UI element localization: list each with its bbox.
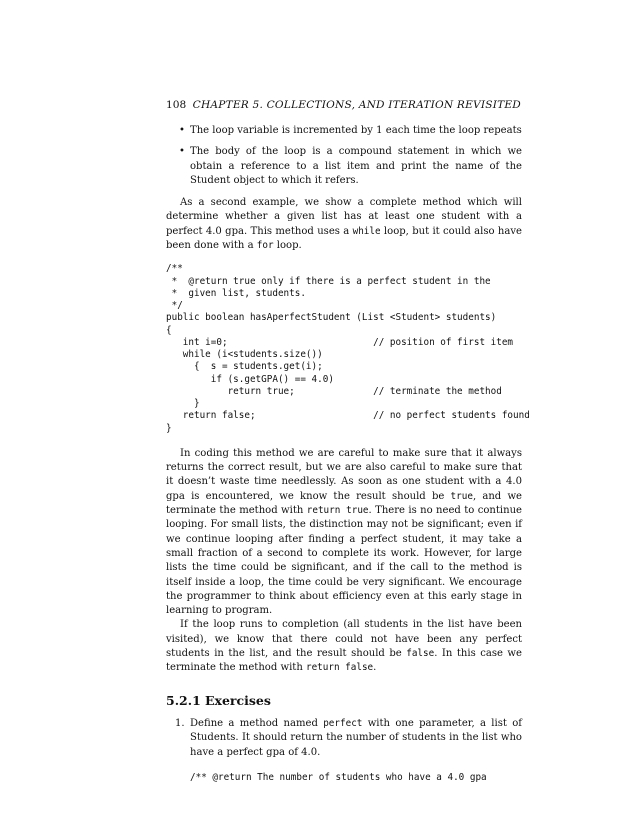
text-run: . In this case we terminate the method with: [166, 648, 522, 674]
text-run: .: [373, 662, 377, 674]
exercise-code: /** @return The number of students who have a 4.0 gpa: [190, 771, 487, 783]
paragraph-loop: [166, 618, 522, 675]
running-title: CHAPTER 5. COLLECTIONS, AND ITERATION REVISITED: [192, 99, 521, 111]
page-body: [166, 124, 530, 784]
exercise-number: 1.: [175, 717, 185, 729]
text-run: loop, but it could also have been done with a: [166, 225, 522, 252]
text-run: As a second example, we show a complete method which will determine whether a given list has at least one student with a perfect 4.0 gpa. This method uses a: [166, 197, 522, 237]
bullet-icon: •: [179, 146, 185, 158]
bullet-item: [166, 124, 522, 138]
paragraph-coding: [166, 447, 522, 619]
text-run: loop.: [273, 240, 302, 252]
section-title: Exercises: [205, 692, 271, 708]
inline-code: false: [406, 648, 435, 660]
text-run: In coding this method we are careful to make sure that it always returns the correct result, but we are also careful to make sure that it doesn’t waste time needlessly. As soon as one student with a 4.0 gpa is encountered, we know the result should be: [166, 447, 522, 502]
bullet-item: [166, 145, 522, 188]
inline-code: while: [352, 225, 381, 237]
section-heading: [166, 694, 522, 708]
text-run: , and we terminate the method with: [166, 490, 522, 517]
page-number: 108: [166, 99, 187, 111]
section-number: 5.2.1: [166, 692, 201, 708]
bullet-text: The loop variable is incremented by 1 each time the loop repeats: [190, 125, 522, 136]
inline-code: return false: [305, 662, 374, 674]
page-header: [166, 99, 521, 113]
code-listing: /** * @return true only if there is a perfect student in the * given list, students. */ public boolean hasAperfectStudent (List <Student> students) { int i=0; // position of first item while (i<students.size()) { s = students.get(i); if (s.getGPA() == 4.0) return true; // terminate the method } return false; // no perfect students found }: [166, 263, 530, 434]
text-run: with one parameter, a list of Students. It should return the number of students in the list who have a perfect gpa of 4.0.: [190, 717, 522, 758]
inline-code: perfect: [323, 717, 363, 729]
text-run: Define a method named: [190, 717, 324, 729]
inline-code: for: [256, 240, 274, 252]
exercise-item: [166, 717, 522, 760]
bullet-icon: •: [179, 125, 185, 136]
text-run: If the loop runs to completion (all students in the list have been visited), we know that there could not have been any perfect students in the list, and the result should be: [166, 619, 522, 660]
text-run: . There is no need to continue looping. For small lists, the distinction may not be significant; even if we continue looping after finding a perfect student, it may take a small fraction of a second to complete its work. However, for large lists the time could be significant, and if the call to the method is itself inside a loop, the time could be very significant. We encourage the programmer to think about efficiency even at this early stage in learning to program.: [166, 505, 522, 617]
inline-code: true: [450, 490, 473, 502]
inline-code: return true: [306, 505, 369, 517]
paragraph-intro: [166, 196, 522, 253]
bullet-text: The body of the loop is a compound statement in which we obtain a reference to a list item and print the name of the Student object to which it refers.: [190, 146, 522, 186]
